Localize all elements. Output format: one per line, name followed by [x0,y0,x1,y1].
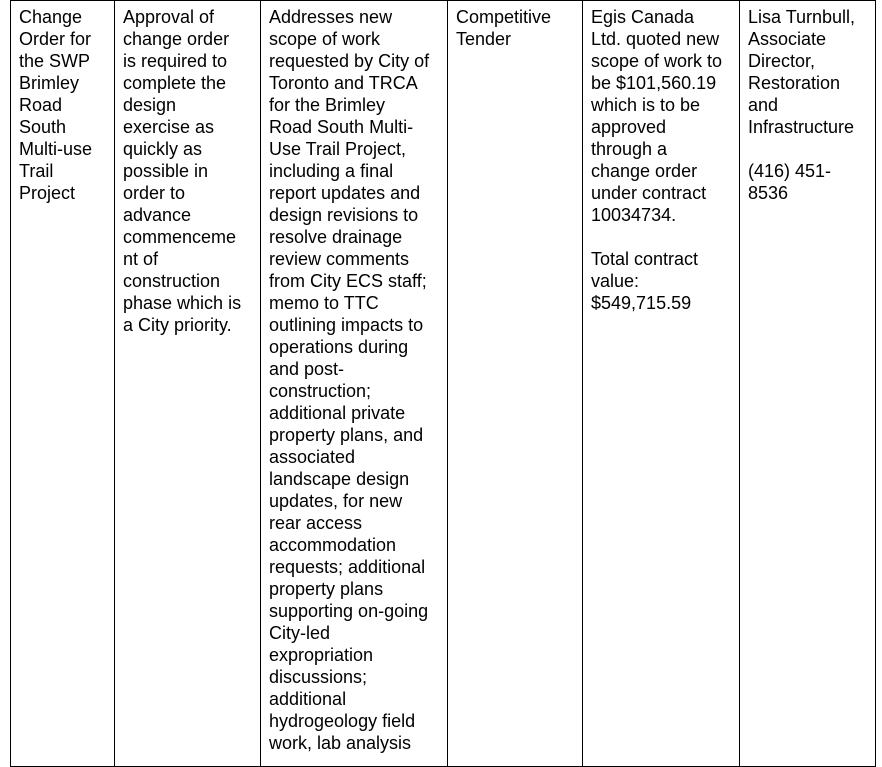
scope-text: Addresses new scope of work requested by City of Toronto and TRCA for the Brimley Road South Multi- Use Trail Project, including a final report updates and design revisions to resolve drainage review comments from City ECS staff; memo to TTC outlining impacts to operations during and post- construction; additional private property plans, and associated landscape design updates, for new rear access accommodation requests; additional property plans supporting on-going City-led expropriation discussions; additional hydrogeology field work, lab analysis [269,7,430,753]
contact-phone-text: (416) 451- 8536 [748,161,832,203]
table-cell-rationale [115,1,261,767]
procurement-table [10,0,876,767]
table-cell-procurement-method [448,1,583,767]
contact-name-text: Lisa Turnbull, Associate Director, Restoration and Infrastructure [748,7,856,137]
table-cell-value [583,1,740,767]
table-row [11,1,876,767]
table-cell-scope [261,1,448,767]
quote-text: Egis Canada Ltd. quoted new scope of work to be $101,560.19 which is to be approved through a change order under contract 10034734. [591,7,723,225]
rationale-text: Approval of change order is required to complete the design exercise as quickly as possible in order to advance commenceme nt of construction phase which is a City priority. [123,7,242,335]
project-name-text: Change Order for the SWP Brimley Road South Multi-use Trail Project [19,7,93,203]
total-value-text: Total contract value: $549,715.59 [591,249,699,313]
procurement-method-text: Competitive Tender [456,7,552,49]
table-cell-project [11,1,115,767]
table-cell-contact [740,1,876,767]
